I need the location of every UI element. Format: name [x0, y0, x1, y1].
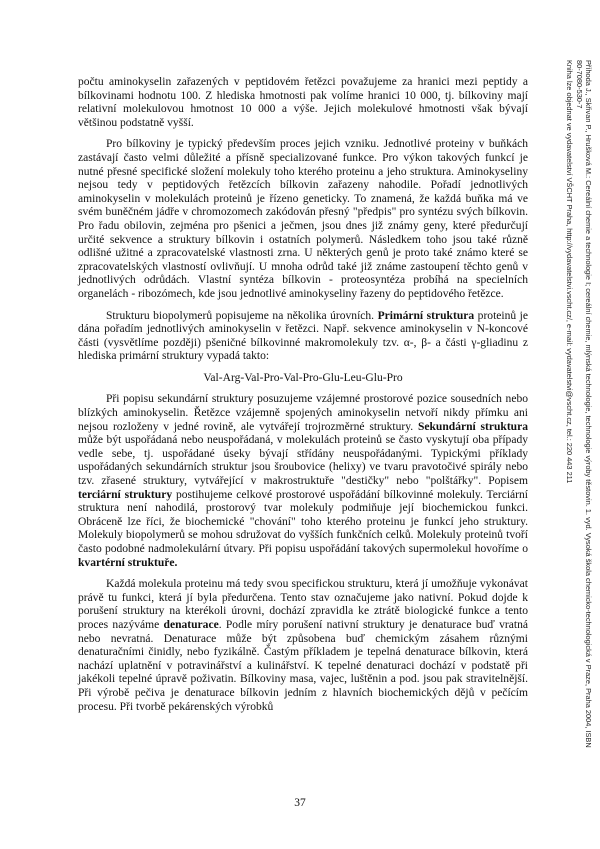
paragraph-4 [78, 393, 528, 570]
term-denaturation: denaturace [163, 618, 219, 631]
term-secondary-structure: Sekundární struktura [417, 420, 529, 433]
citation-side-note [543, 60, 593, 800]
citation-line-2: 80-7080-530-7 [574, 60, 584, 109]
p4-text-c: může být uspořádaná nebo neuspořádaná, v molekulách proteinů se často vyskytují oba případy vedle sebe, tj. uspořádané úseky bývají střídány neuspořádanými. Typickými příklady uspořádaných sekundárních struktur jsou šroubovice (helixy) ve tvaru pravotočivé spirály nebo tzv. zřasené struktury, vytvářející v makrostruktuře "destičky" nebo "polštářky". Popisem [78, 434, 528, 488]
term-tertiary-structure: terciární struktury [78, 488, 173, 501]
citation-line-3: Kniha lze objednat ve vydavatelství VŠCHT Praha, http://vydavatelstvi.vscht.cz/, e-mail: vydavatelstvi@vscht.cz, tel.: 220 443 211 [565, 60, 575, 484]
paragraph-5 [78, 578, 528, 714]
page-number: 37 [294, 797, 306, 809]
term-primary-structure: Primární struktura [377, 309, 475, 322]
term-quaternary-structure: kvartérní struktuře. [78, 556, 178, 569]
p3-text-c: proteinů je dána pořadím jednotlivých aminokyselin v řetězci. Např. sekvence aminokyselin v N-koncové části (vysvětlíme později) pšeničné bílkovinné makromolekuly tzv. α-, β- a části γ-gliadinu z hlediska primární struktury vypadá takto: [78, 309, 529, 363]
citation-line-1: Příhoda J., Skřivan P., Hrušková M.: Cereální chemie a technologie I; cereální chemie, mlýnská technologie, technologie výroby těstovin. 1. vyd. Vysoká škola chemicko-technologická v Praze, Praha 2004, ISBN [584, 60, 593, 748]
p5-text-a: Každá molekula proteinu má tedy svou specifickou strukturu, která jí umožňuje vykonávat právě tu funkci, která jí byla předurčena. Tento stav označujeme jako nativní. Pokud dojde k porušení struktury na kterékoli úrovni, dochází zpravidla ke ztrátě biologické funkce a tento proces nazýváme [78, 578, 528, 631]
p4-text-a: Při popisu sekundární struktury posuzujeme vzájemné prostorové pozice sousedních nebo blízkých aminokyselin. Řetězce vzájemně spojených aminokyselin netvoří nikdy přímku ani nejsou rozloženy v jedné rovině, ale vytvářejí trojrozměrné struktury. [78, 393, 528, 433]
p5-text-c: . Podle míry porušení nativní struktury je denaturace buď vratná nebo nevratná. Denaturace může být způsobena buď chemickým zásahem různými denaturačními činidly, nebo fyzikálně. Častým příkladem je tepelná denaturace bílkovin, která nachází uplatnění v potravinářství a kulinářství. K tepelné denaturaci dochází v podstatě při jakékoli tepelné úpravě poživatin. Bílkoviny masa, vajec, luštěnin a pod. jsou pak stravitelnější. Při výrobě pečiva je denaturace bílkovin jedním z hlavních biochemických dějů v pečícím procesu. Při tvorbě pekárenských výrobků [78, 618, 529, 713]
p3-text-a: Strukturu biopolymerů popisujeme na několika úrovních. [106, 309, 375, 322]
paragraph-1: počtu aminokyselin zařazených v peptidovém řetězci považujeme za hranici mezi peptidy a bílkovinami hodnotu 100. Z hlediska hmotnosti pak volíme hranici 10 000, tj. bílkoviny mají relativní molekulovou hmotnost 10 000 a výše. Jejich molekulové hmotnosti však bývají většinou podstatně vyšší. [78, 76, 528, 129]
amino-acid-sequence: Val-Arg-Val-Pro-Val-Pro-Glu-Leu-Glu-Pro [203, 371, 403, 384]
body-text [78, 76, 528, 714]
paragraph-3 [78, 310, 528, 364]
p4-text-e: postihujeme celkové prostorové uspořádání bílkovinné molekuly. Terciární struktura není nahodilá, prostorový tvar molekuly podmiňuje její biochemickou funkci. Obráceně lze říci, že biochemické "chování" toho kterého proteinu je funkcí jeho struktury. Molekuly biopolymerů se mohou sdružovat do vyšších funkčních celků. Molekuly proteinů tvoří často podobné nadmolekulární útvary. Při popisu uspořádání takových supermolekul hovoříme o [78, 488, 529, 555]
paragraph-2: Pro bílkoviny je typický především proces jejich vzniku. Jednotlivé proteiny v buňkách zastávají často velmi důležité a přísně specializované funkce. Pro výkon takových funkcí je nutné přesné specifické složení molekuly toho kterého proteinu a jeho struktura. Aminokyseliny nejsou tedy v peptidových řetězcích bílkovin zařazeny nahodile. Pořadí jednotlivých aminokyselin v molekulách proteinů je řízeno geneticky. To znamená, že každá buňka má ve svém buněčném jádře v chromozomech zakódován přesný "předpis" pro syntézu svých bílkovin. Pro řadu obilovin, zejména pro pšenici a ječmen, jsou dnes již známy geny, které předurčují určité sekvence a struktury bílkovin i ostatních polymerů. Následkem toho jsou také různě odlišné užitné a zpracovatelské vlastnosti zrna. U některých genů je proto také známo které se zpracovatelských vlastností ovlivňují. U mnoha odrůd také již známe zastoupení těchto genů v jednotlivých odrůdách. Vlastní syntéza bílkovin - proteosyntéza probíhá na specielních organelách - ribozómech, kde jsou jednotlivé aminokyseliny řazeny do peptidového řetězce. [78, 138, 528, 300]
